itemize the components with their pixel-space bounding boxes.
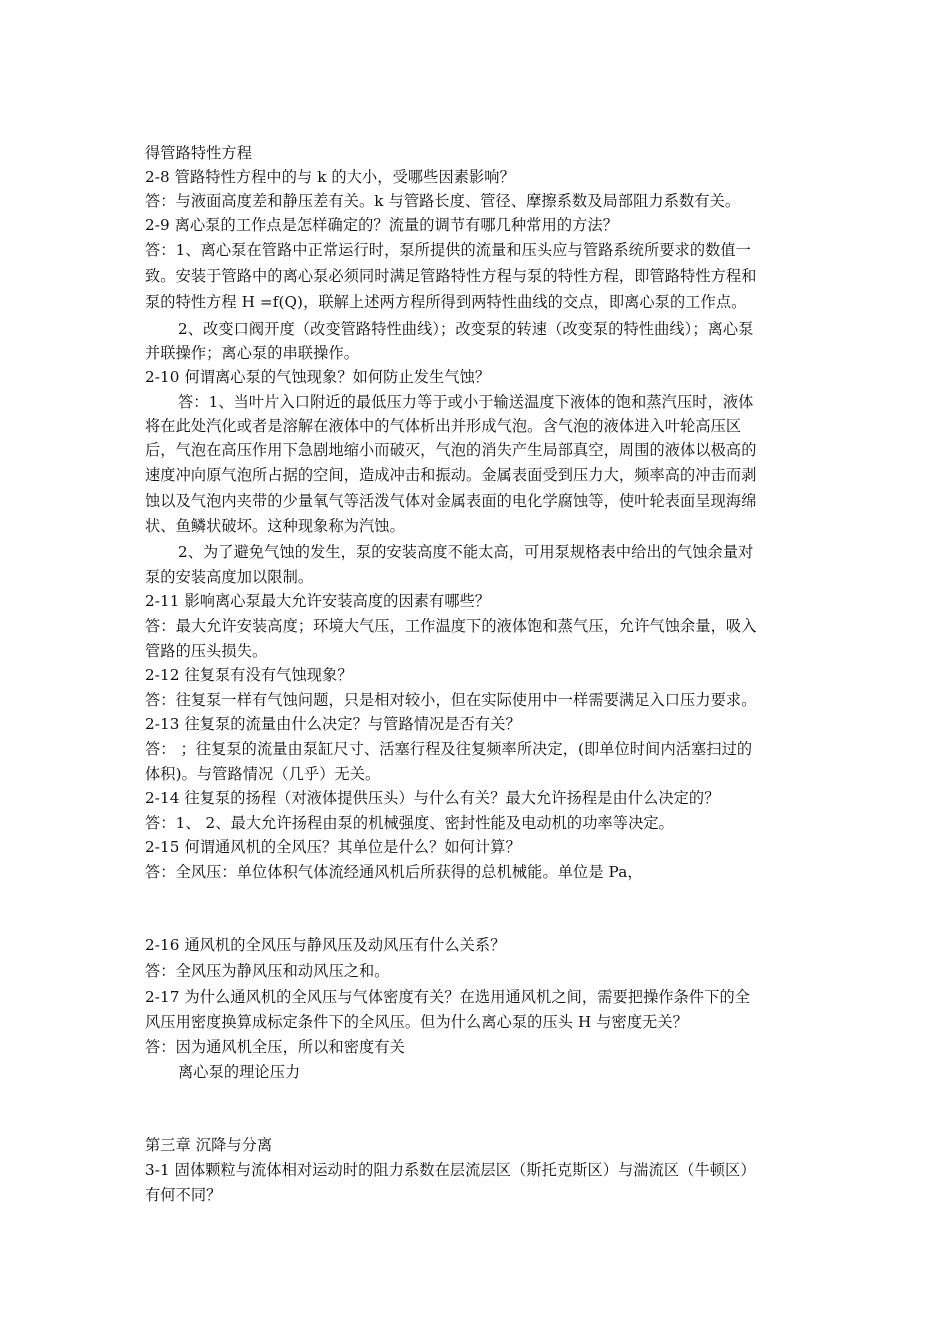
answer-2-8: 答：与液面高度差和静压差有关。k 与管路长度、管径、摩擦系数及局部阻力系数有关。 bbox=[145, 192, 741, 210]
answer-2-9-line: 致。安装于管路中的离心泵必须同时满足管路特性方程与泵的特性方程，即管路特性方程和 bbox=[145, 267, 757, 285]
answer-2-10-line: 速度冲向原气泡所占据的空间，造成冲击和振动。金属表面受到压力大，频率高的冲击而剥 bbox=[145, 466, 757, 484]
question-2-10: 2-10 何谓离心泵的气蚀现象？如何防止发生气蚀？ bbox=[145, 368, 491, 386]
answer-2-9-line: 答：1、离心泵在管路中正常运行时，泵所提供的流量和压头应与管路系统所要求的数值一 bbox=[145, 241, 751, 259]
answer-2-14: 答：1、 2、最大允许扬程由泵的机械强度、密封性能及电动机的功率等决定。 bbox=[145, 814, 674, 832]
question-2-12: 2-12 往复泵有没有气蚀现象？ bbox=[145, 666, 353, 684]
answer-2-10-line: 后，气泡在高压作用下急剧地缩小而破灭，气泡的消失产生局部真空，周围的液体以极高的 bbox=[145, 441, 757, 459]
answer-2-13-line: 答： ；往复泵的流量由泵缸尺寸、活塞行程及往复频率所决定，(即单位时间内活塞扫过的 bbox=[145, 740, 753, 758]
question-2-16: 2-16 通风机的全风压与静风压及动风压有什么关系？ bbox=[145, 936, 506, 954]
chapter-heading: 第三章 沉降与分离 bbox=[145, 1136, 273, 1154]
question-2-17-line: 2-17 为什么通风机的全风压与气体密度有关？在选用通风机之间，需要把操作条件下的全 bbox=[145, 988, 751, 1006]
question-3-1-line: 有何不同？ bbox=[145, 1186, 222, 1204]
answer-2-16: 答：全风压为静风压和动风压之和。 bbox=[145, 962, 390, 980]
question-2-11: 2-11 影响离心泵最大允许安装高度的因素有哪些？ bbox=[145, 592, 491, 610]
text-line: 得管路特性方程 bbox=[145, 144, 253, 162]
answer-2-9-line: 泵的特性方程 H =f(Q)，联解上述两方程所得到两特性曲线的交点，即离心泵的工作点。 bbox=[145, 293, 747, 311]
question-2-8: 2-8 管路特性方程中的与 k 的大小，受哪些因素影响？ bbox=[145, 168, 515, 186]
answer-2-10-line: 泵的安装高度加以限制。 bbox=[145, 568, 314, 586]
question-2-15: 2-15 何谓通风机的全风压？其单位是什么？如何计算？ bbox=[145, 838, 521, 856]
question-3-1-line: 3-1 固体颗粒与流体相对运动时的阻力系数在层流层区（斯托克斯区）与湍流区（牛顿区） bbox=[145, 1161, 756, 1179]
answer-2-9-line: 并联操作；离心泵的串联操作。 bbox=[145, 344, 360, 362]
answer-2-13-line: 体积)。与管路情况（几乎）无关。 bbox=[145, 765, 381, 783]
answer-2-10-line: 2、为了避免气蚀的发生，泵的安装高度不能太高，可用泵规格表中给出的气蚀余量对 bbox=[178, 543, 754, 561]
answer-2-10-line: 蚀以及气泡内夹带的少量氧气等活泼气体对金属表面的电化学腐蚀等，使叶轮表面呈现海绵 bbox=[145, 492, 757, 510]
answer-2-12: 答：往复泵一样有气蚀问题，只是相对较小，但在实际使用中一样需要满足入口压力要求。 bbox=[145, 691, 757, 709]
answer-2-17-line: 离心泵的理论压力 bbox=[178, 1063, 301, 1081]
question-2-13: 2-13 往复泵的流量由什么决定？与管路情况是否有关？ bbox=[145, 715, 521, 733]
answer-2-11-line: 管路的压头损失。 bbox=[145, 642, 268, 660]
answer-2-9-line: 2、改变口阀开度（改变管路特性曲线）；改变泵的转速（改变泵的特性曲线）；离心泵 bbox=[178, 320, 754, 338]
answer-2-10-line: 状、鱼鳞状破坏。这种现象称为汽蚀。 bbox=[145, 517, 405, 535]
answer-2-11-line: 答：最大允许安装高度；环境大气压，工作温度下的液体饱和蒸气压，允许气蚀余量，吸入 bbox=[145, 617, 757, 635]
answer-2-10-line: 将在此处汽化或者是溶解在液体中的气体析出并形成气泡。含气泡的液体进入叶轮高压区 bbox=[145, 417, 742, 435]
question-2-9: 2-9 离心泵的工作点是怎样确定的？流量的调节有哪几种常用的方法？ bbox=[145, 216, 619, 234]
question-2-14: 2-14 往复泵的扬程（对液体提供压头）与什么有关？最大允许扬程是由什么决定的？ bbox=[145, 789, 720, 807]
answer-2-10-line: 答：1、当叶片入口附近的最低压力等于或小于输送温度下液体的饱和蒸汽压时，液体 bbox=[178, 393, 754, 411]
answer-2-17-line: 答：因为通风机全压，所以和密度有关 bbox=[145, 1038, 405, 1056]
question-2-17-line: 风压用密度换算成标定条件下的全风压。但为什么离心泵的压头 H 与密度无关？ bbox=[145, 1013, 688, 1031]
answer-2-15: 答：全风压：单位体积气体流经通风机后所获得的总机械能。单位是 Pa， bbox=[145, 863, 643, 881]
